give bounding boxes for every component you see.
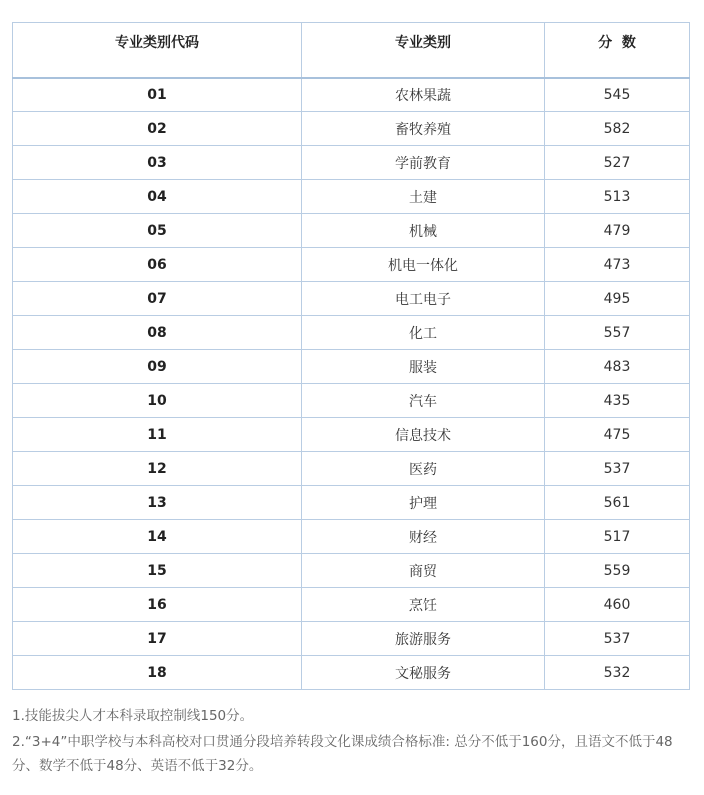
score-cell: 561 [545, 486, 690, 520]
category-code-cell: 06 [13, 248, 302, 282]
score-cell: 483 [545, 350, 690, 384]
table-row [13, 520, 690, 554]
score-cell: 473 [545, 248, 690, 282]
category-code-cell: 15 [13, 554, 302, 588]
category-code-cell: 13 [13, 486, 302, 520]
table-row [13, 78, 690, 112]
category-code-cell: 10 [13, 384, 302, 418]
category-code-cell: 16 [13, 588, 302, 622]
category-name-cell: 信息技术 [302, 418, 545, 452]
score-cell: 513 [545, 180, 690, 214]
table-row [13, 418, 690, 452]
category-name-cell: 农林果蔬 [302, 78, 545, 112]
category-code-cell: 14 [13, 520, 302, 554]
table-row [13, 350, 690, 384]
score-cell: 545 [545, 78, 690, 112]
table-row [13, 588, 690, 622]
category-name-cell: 文秘服务 [302, 656, 545, 690]
category-code-cell: 05 [13, 214, 302, 248]
category-name-cell: 学前教育 [302, 146, 545, 180]
table-row [13, 316, 690, 350]
category-code-cell: 01 [13, 78, 302, 112]
table-row [13, 248, 690, 282]
category-name-cell: 服装 [302, 350, 545, 384]
category-name-cell: 医药 [302, 452, 545, 486]
category-name-cell: 机械 [302, 214, 545, 248]
category-name-cell: 财经 [302, 520, 545, 554]
table-row [13, 112, 690, 146]
table-row [13, 214, 690, 248]
category-name-cell: 旅游服务 [302, 622, 545, 656]
category-code-cell: 08 [13, 316, 302, 350]
table-row [13, 656, 690, 690]
header-row [13, 23, 690, 78]
score-cell: 460 [545, 588, 690, 622]
score-cell: 537 [545, 452, 690, 486]
category-name-cell: 电工电子 [302, 282, 545, 316]
table-row [13, 486, 690, 520]
category-name-cell: 护理 [302, 486, 545, 520]
notes-section [12, 704, 694, 780]
category-code-cell: 09 [13, 350, 302, 384]
category-code-cell: 12 [13, 452, 302, 486]
category-code-cell: 04 [13, 180, 302, 214]
header-category-code: 专业类别代码 [13, 23, 302, 78]
score-cell: 435 [545, 384, 690, 418]
table-row [13, 622, 690, 656]
score-cell: 537 [545, 622, 690, 656]
score-table [12, 22, 690, 690]
category-code-cell: 11 [13, 418, 302, 452]
category-name-cell: 畜牧养殖 [302, 112, 545, 146]
score-cell: 475 [545, 418, 690, 452]
table-row [13, 180, 690, 214]
category-code-cell: 17 [13, 622, 302, 656]
score-cell: 495 [545, 282, 690, 316]
category-name-cell: 土建 [302, 180, 545, 214]
score-cell: 582 [545, 112, 690, 146]
note-item: 1.技能拔尖人才本科录取控制线150分。 [12, 708, 254, 724]
table-row [13, 146, 690, 180]
category-code-cell: 07 [13, 282, 302, 316]
category-code-cell: 03 [13, 146, 302, 180]
category-name-cell: 汽车 [302, 384, 545, 418]
header-category: 专业类别 [302, 23, 545, 78]
category-code-cell: 02 [13, 112, 302, 146]
category-name-cell: 烹饪 [302, 588, 545, 622]
table-row [13, 452, 690, 486]
score-cell: 532 [545, 656, 690, 690]
category-name-cell: 化工 [302, 316, 545, 350]
score-cell: 479 [545, 214, 690, 248]
category-name-cell: 商贸 [302, 554, 545, 588]
table-row [13, 554, 690, 588]
category-code-cell: 18 [13, 656, 302, 690]
table-row [13, 384, 690, 418]
score-cell: 527 [545, 146, 690, 180]
category-name-cell: 机电一体化 [302, 248, 545, 282]
score-cell: 517 [545, 520, 690, 554]
header-score: 分 数 [545, 23, 690, 78]
score-cell: 557 [545, 316, 690, 350]
table-row [13, 282, 690, 316]
score-cell: 559 [545, 554, 690, 588]
note-item: 2.“3+4”中职学校与本科高校对口贯通分段培养转段文化课成绩合格标准: 总分不低于160分，且语文不低于48分、数学不低于48分、英语不低于32分。 [12, 734, 673, 774]
